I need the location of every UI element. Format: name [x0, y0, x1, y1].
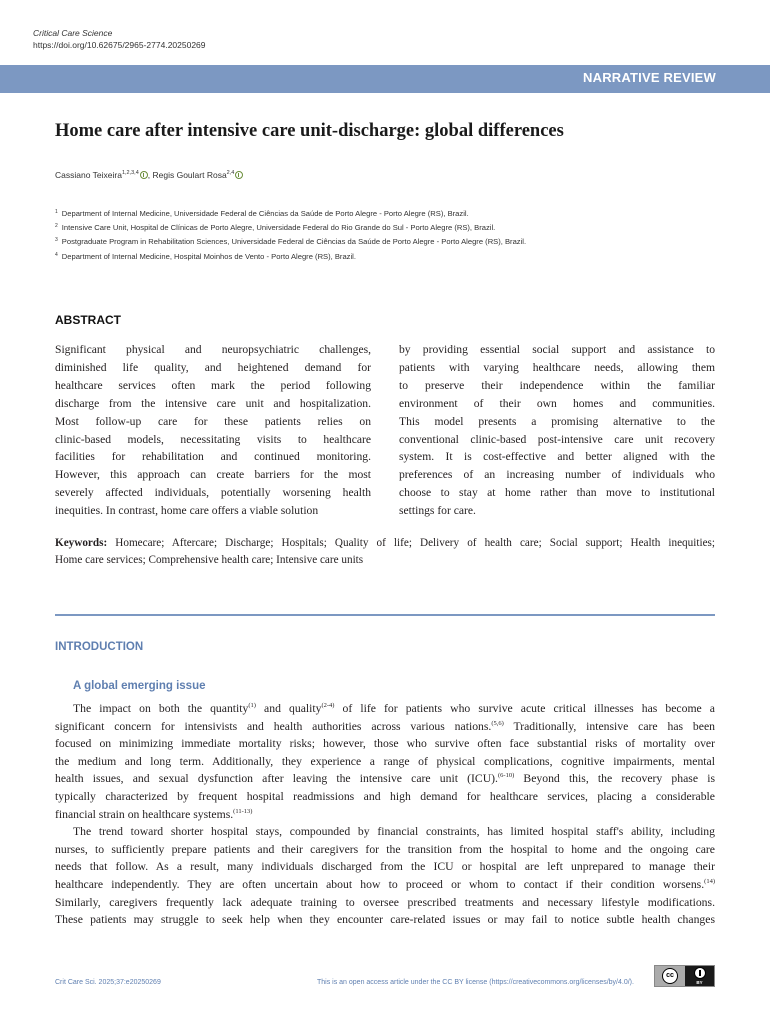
affiliation-item: [55, 220, 526, 234]
abstract-right-column: [399, 341, 715, 520]
citation-reference[interactable]: (11-13): [233, 807, 253, 815]
keywords-text: Homecare; Aftercare; Discharge; Hospitals; Quality of life; Delivery of health care; Social support; Health inequities;: [115, 537, 715, 549]
orcid-icon[interactable]: [140, 171, 148, 179]
affiliation-text: Postgraduate Program in Rehabilitation Sciences, Universidade Federal de Ciências da Saúde de Porto Alegre - Porto Alegre (RS), Brazil.: [61, 237, 527, 247]
keywords: [55, 535, 715, 568]
body-text-segment: focused on minimizing immediate mortality risks; however, those who survive often face substantial risks of mortality over: [55, 737, 715, 751]
footer-citation: Crit Care Sci. 2025;37:e20250269: [55, 979, 161, 986]
abstract-left-column: [55, 341, 371, 520]
attribution-person-icon: [694, 967, 706, 979]
abstract-line: preferences of an increasing number of individuals who: [399, 468, 715, 482]
abstract-line: healthcare services often mark the period following: [55, 378, 371, 392]
by-attribution: [685, 967, 714, 985]
abstract-line: facilities for rehabilitation and continued monitoring.: [55, 450, 371, 464]
body-line: [55, 858, 715, 876]
abstract-line: patients with varying healthcare needs, allowing them: [399, 360, 715, 374]
body-line: [55, 735, 715, 753]
body-text-segment: of life for patients who survive acute critical illnesses has become a: [334, 702, 715, 715]
abstract-line: environment of their own homes and communities.: [399, 396, 715, 410]
abstract-line: by providing essential social support and assistance to: [399, 343, 715, 356]
affiliation-number: 2: [55, 223, 58, 230]
body-line: [55, 806, 715, 824]
author-separator: ,: [147, 170, 153, 180]
body-line: [55, 823, 715, 841]
affiliation-number: 4: [55, 251, 58, 258]
article-type-band: [0, 65, 770, 93]
body-line: [55, 876, 715, 894]
citation-reference[interactable]: (14): [704, 877, 715, 885]
body-text-segment: financial strain on healthcare systems.: [55, 807, 234, 821]
affiliation-number: 1: [55, 209, 58, 215]
journal-name: Critical Care Science: [33, 28, 113, 38]
cc-by-license-badge[interactable]: [654, 965, 715, 987]
journal-meta: [33, 27, 206, 51]
body-line: [55, 700, 715, 718]
abstract-heading: ABSTRACT: [55, 313, 121, 327]
abstract-line: However, this approach can create barriers for the most: [55, 468, 371, 482]
by-label: BY: [696, 980, 703, 985]
citation-reference[interactable]: (6-10): [497, 772, 515, 780]
body-text-segment: The impact on both the quantity: [73, 702, 249, 715]
abstract-line: severely affected individuals, potentially worsening health: [55, 486, 371, 500]
affiliation-item: [55, 206, 526, 220]
abstract-line: Most follow-up care for these patients relies on: [55, 414, 371, 428]
body-text-segment: Traditionally, intensive care has been: [503, 719, 715, 733]
doi-link[interactable]: https://doi.org/10.62675/2965-2774.20250269: [33, 40, 206, 50]
abstract-line: to preserve their independence within the familiar: [399, 378, 715, 392]
keywords-line: [55, 535, 715, 552]
article-type-label: NARRATIVE REVIEW: [583, 70, 716, 85]
orcid-icon[interactable]: [235, 171, 243, 179]
affiliation-item: [55, 249, 526, 263]
introduction-body: [55, 700, 715, 929]
affiliation-number: 3: [55, 237, 58, 244]
abstract-line: diminished life quality, and heightened demand for: [55, 360, 371, 374]
citation-reference[interactable]: (5,6): [491, 719, 504, 727]
abstract-line: discharge from the intensive care unit and hospitalization.: [55, 396, 371, 410]
abstract-line: Significant physical and neuropsychiatric challenges,: [55, 343, 371, 356]
affiliation-text: Department of Internal Medicine, Hospital Moinhos de Vento - Porto Alegre (RS), Brazil.: [61, 251, 356, 261]
body-line: [55, 718, 715, 736]
section-divider: [55, 614, 715, 616]
author-affiliation-marks: 1,2,3,4: [121, 170, 139, 176]
cc-logo: [655, 966, 685, 986]
body-text-segment: Similarly, caregivers frequently lack adequate training to oversee prescribed treatments and necessary lifestyle modifications.: [55, 895, 715, 909]
affiliation-text: Department of Internal Medicine, Universidade Federal de Ciências da Saúde de Porto Alegre - Porto Alegre (RS), Brazil.: [61, 209, 469, 218]
body-text-segment: and quality: [255, 702, 322, 715]
citation-reference[interactable]: (2-4): [321, 702, 335, 709]
body-text-segment: typically characterized by frequent hospital readmissions and high demand for healthcare services, placing a considerable: [55, 789, 715, 803]
abstract-line: settings for care.: [399, 504, 476, 518]
keywords-label: Keywords:: [55, 537, 108, 549]
cc-icon: cc: [662, 968, 678, 984]
body-text-segment: significant concern for intensivists and health authorities across various nations.: [55, 719, 492, 733]
affiliation-item: [55, 234, 526, 248]
body-text-segment: needs that follow. As a result, many individuals discharged from the ICU or hospital are left unprepared to manage their: [55, 860, 715, 874]
abstract-line: clinic-based models, necessitating visits to healthcare: [55, 432, 371, 446]
author-name[interactable]: Regis Goulart Rosa: [152, 170, 227, 180]
abstract-line: conventional clinic-based post-intensive care unit recovery: [399, 432, 715, 446]
author-affiliation-marks: 2,4: [226, 170, 235, 176]
abstract-line: system. It is cost-effective and better aligned with the: [399, 450, 715, 464]
body-text-segment: The trend toward shorter hospital stays, compounded by financial constraints, has limited hospital staff's ability, including: [73, 825, 715, 839]
body-text-segment: These patients may struggle to seek help when they encounter care-related issues or may fail to notice subtle health changes: [55, 913, 715, 927]
body-text-segment: nurses, to sufficiently prepare patients and their caregivers for the transition from the hospital to home and the ongoing care: [55, 842, 715, 856]
affiliation-list: [55, 206, 526, 263]
body-line: [55, 770, 715, 788]
body-line: [55, 788, 715, 806]
body-line: [55, 753, 715, 771]
body-line: [55, 894, 715, 912]
author-list: [55, 170, 243, 180]
abstract-line: inequities. In contrast, home care offers a viable solution: [55, 504, 319, 518]
citation-reference[interactable]: (1): [248, 702, 256, 709]
affiliation-text: Intensive Care Unit, Hospital de Clínicas de Porto Alegre, Universidade Federal do Rio Grande do Sul - Porto Alegre (RS), Brazil.: [61, 223, 496, 233]
abstract-line: This model presents a promising alternative to the: [399, 414, 715, 428]
body-text-segment: health issues, and sexual dysfunction after leaving the intensive care unit (ICU).: [55, 772, 498, 786]
body-line: [55, 841, 715, 859]
body-line: [55, 911, 715, 929]
body-text-segment: healthcare independently. They are often uncertain about how to proceed or whom to contact if their condition worsens.: [55, 877, 705, 891]
footer-license[interactable]: This is an open access article under the CC BY license (https://creativecommons.org/licenses/by/4.0/).: [317, 979, 634, 986]
subsection-heading: A global emerging issue: [73, 680, 206, 692]
author-name[interactable]: Cassiano Teixeira: [55, 170, 122, 180]
keywords-line: Home care services; Comprehensive health care; Intensive care units: [55, 553, 364, 566]
body-text-segment: the medium and long term. Additionally, they experience a range of physical complications, cognitive impairments, mental: [55, 754, 715, 768]
introduction-heading: INTRODUCTION: [55, 641, 144, 653]
article-title: Home care after intensive care unit-discharge: global differences: [55, 121, 564, 141]
body-text-segment: Beyond this, the recovery phase is: [514, 772, 715, 786]
abstract-line: choose to stay at home rather than move to institutional: [399, 486, 715, 500]
